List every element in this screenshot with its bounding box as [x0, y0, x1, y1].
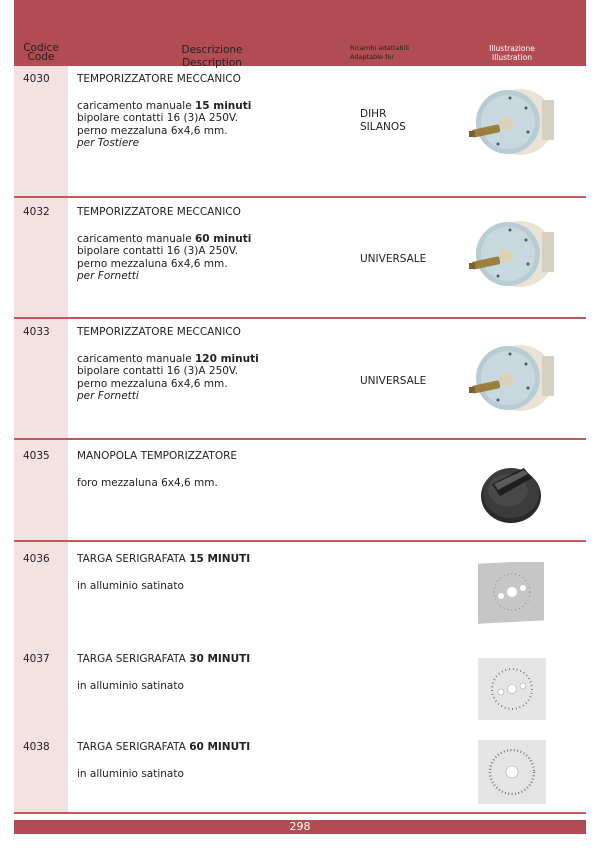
line-text: caricamento manuale — [77, 99, 195, 112]
row-line-3: perno mezzaluna 6x4,6 mm. — [77, 124, 228, 137]
title-bold: 15 MINUTI — [189, 553, 251, 565]
title-text: TARGA SERIGRAFATA — [77, 553, 190, 565]
header-desc-en: Description — [182, 56, 242, 69]
page-footer — [14, 820, 586, 834]
adaptable-line: UNIVERSALE — [360, 375, 427, 387]
row-line-1: in alluminio satinato — [77, 579, 184, 592]
row-title — [77, 741, 347, 754]
row-line-1 — [77, 233, 347, 246]
row-title — [77, 653, 347, 666]
timer-image — [466, 78, 556, 160]
row-description — [77, 73, 347, 150]
plate-image — [476, 738, 548, 806]
row-separator — [14, 540, 586, 542]
header-code-it: Codice — [23, 42, 59, 54]
line-text: caricamento manuale — [77, 352, 195, 365]
row-title: TEMPORIZZATORE MECCANICO — [77, 326, 241, 338]
row-description — [77, 326, 347, 403]
row-line-1 — [77, 100, 347, 113]
row-adaptable — [360, 375, 426, 388]
knob-image — [478, 460, 544, 526]
row-separator — [14, 196, 586, 198]
adaptable-line: SILANOS — [360, 120, 406, 133]
row-description — [77, 450, 347, 489]
row-code: 4037 — [23, 653, 50, 665]
page-number: 298 — [289, 820, 311, 833]
header-desc-it: Descrizione — [181, 44, 243, 56]
adaptable-line: DIHR — [360, 108, 387, 120]
row-line-1 — [77, 353, 347, 366]
line-text: caricamento manuale — [77, 232, 195, 245]
line-bold: 15 minuti — [195, 99, 252, 112]
line-italic: per Tostiere — [77, 137, 140, 149]
row-separator — [14, 812, 586, 814]
row-code: 4032 — [23, 206, 50, 218]
row-description — [77, 553, 347, 592]
row-line-3: perno mezzaluna 6x4,6 mm. — [77, 377, 228, 390]
table-header — [14, 0, 586, 69]
title-text: TARGA SERIGRAFATA — [77, 653, 190, 665]
row-title: TEMPORIZZATORE MECCANICO — [77, 206, 241, 218]
line-bold: 120 minuti — [195, 352, 259, 365]
row-line-3: perno mezzaluna 6x4,6 mm. — [77, 257, 228, 270]
header-adaptable — [350, 44, 450, 61]
row-line-2: bipolare contatti 16 (3)A 250V. — [77, 365, 239, 377]
row-line-2: bipolare contatti 16 (3)A 250V. — [77, 112, 239, 124]
line-italic: per Fornetti — [77, 270, 139, 282]
row-code: 4038 — [23, 741, 50, 753]
row-line-4 — [77, 137, 347, 150]
header-illu-en: Illustration — [491, 53, 533, 62]
header-adapt-en: Adaptable for — [350, 52, 395, 61]
header-code-en: Code — [27, 51, 55, 63]
row-line-1: in alluminio satinato — [77, 767, 184, 780]
title-bold: 60 MINUTI — [189, 741, 251, 753]
row-title: TEMPORIZZATORE MECCANICO — [77, 73, 241, 85]
row-code: 4033 — [23, 326, 50, 338]
row-title: MANOPOLA TEMPORIZZATORE — [77, 450, 238, 462]
row-code: 4035 — [23, 450, 50, 462]
row-code: 4030 — [23, 73, 50, 85]
line-italic: per Fornetti — [77, 390, 139, 402]
row-line-1: in alluminio satinato — [77, 679, 184, 692]
header-description — [109, 44, 315, 69]
adaptable-line: UNIVERSALE — [360, 253, 427, 265]
row-description — [77, 653, 347, 692]
row-adaptable — [360, 253, 426, 266]
title-bold: 30 MINUTI — [189, 653, 251, 665]
row-description — [77, 206, 347, 283]
row-separator — [14, 317, 586, 319]
row-code: 4036 — [23, 553, 50, 565]
line-bold: 60 minuti — [195, 232, 252, 245]
plate-image — [476, 656, 548, 722]
timer-image — [466, 334, 556, 416]
plate-image — [474, 562, 548, 626]
row-line-1: foro mezzaluna 6x4,6 mm. — [77, 476, 218, 489]
row-description — [77, 741, 347, 780]
row-title — [77, 553, 347, 566]
timer-image — [466, 210, 556, 292]
row-line-4 — [77, 390, 347, 403]
title-text: TARGA SERIGRAFATA — [77, 741, 190, 753]
header-illu-it: Illustrazione — [489, 44, 535, 53]
row-line-4 — [77, 270, 347, 283]
row-adaptable — [360, 108, 406, 133]
row-line-2: bipolare contatti 16 (3)A 250V. — [77, 245, 239, 257]
row-separator — [14, 438, 586, 440]
header-code — [14, 44, 68, 62]
header-illustration — [465, 44, 559, 62]
header-adapt-it: Ricambi adattabili — [350, 44, 409, 52]
